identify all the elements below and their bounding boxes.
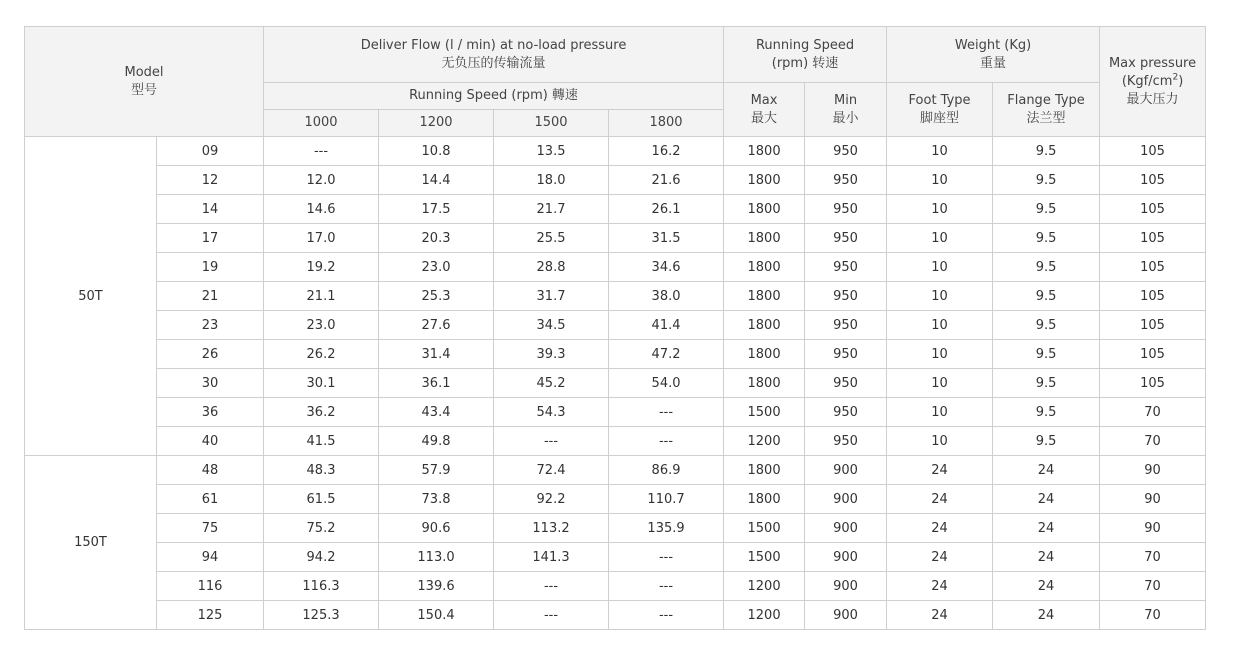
table-cell: 24 [887, 514, 993, 543]
table-cell: 28.8 [494, 253, 609, 282]
table-cell: 1800 [724, 195, 805, 224]
model-number-cell: 26 [157, 340, 264, 369]
table-cell: 24 [887, 572, 993, 601]
table-cell: 105 [1100, 369, 1206, 398]
table-cell: 116.3 [264, 572, 379, 601]
table-cell: 105 [1100, 340, 1206, 369]
table-row [25, 224, 1206, 253]
table-cell: 30.1 [264, 369, 379, 398]
table-cell: 10 [887, 369, 993, 398]
table-cell: 17.0 [264, 224, 379, 253]
model-number-cell: 75 [157, 514, 264, 543]
table-cell: 21.7 [494, 195, 609, 224]
table-cell: 24 [887, 456, 993, 485]
table-cell: 1500 [724, 514, 805, 543]
table-cell: 70 [1100, 601, 1206, 630]
model-number-cell: 12 [157, 166, 264, 195]
model-header-cn: 型号 [131, 82, 158, 98]
model-number-cell: 48 [157, 456, 264, 485]
table-cell: 9.5 [993, 369, 1100, 398]
table-cell: 141.3 [494, 543, 609, 572]
table-cell: 9.5 [993, 137, 1100, 166]
table-cell: 9.5 [993, 398, 1100, 427]
table-cell: 31.7 [494, 282, 609, 311]
table-row [25, 427, 1206, 456]
table-cell: 10 [887, 311, 993, 340]
table-cell: 125.3 [264, 601, 379, 630]
table-cell: 900 [805, 601, 887, 630]
table-cell: 14.6 [264, 195, 379, 224]
table-cell: 92.2 [494, 485, 609, 514]
model-number-cell: 116 [157, 572, 264, 601]
weight-header-en: Weight (Kg) [954, 37, 1032, 53]
table-cell: 105 [1100, 137, 1206, 166]
table-cell: 24 [993, 601, 1100, 630]
model-header [25, 27, 264, 137]
table-cell: 57.9 [379, 456, 494, 485]
table-cell: 900 [805, 485, 887, 514]
table-row [25, 572, 1206, 601]
model-number-cell: 36 [157, 398, 264, 427]
table-cell: 10 [887, 398, 993, 427]
table-row [25, 543, 1206, 572]
table-cell: --- [494, 572, 609, 601]
table-cell: 21.1 [264, 282, 379, 311]
table-cell: 24 [887, 485, 993, 514]
table-cell: 48.3 [264, 456, 379, 485]
table-cell: 950 [805, 253, 887, 282]
table-cell: 20.3 [379, 224, 494, 253]
table-cell: 1800 [724, 137, 805, 166]
speed-col-1500: 1500 [494, 110, 609, 137]
table-cell: 900 [805, 456, 887, 485]
table-cell: --- [494, 427, 609, 456]
table-cell: 14.4 [379, 166, 494, 195]
model-number-cell: 19 [157, 253, 264, 282]
table-cell: 900 [805, 514, 887, 543]
table-cell: 110.7 [609, 485, 724, 514]
table-row [25, 601, 1206, 630]
table-cell: 90 [1100, 485, 1206, 514]
table-cell: 24 [993, 456, 1100, 485]
table-body [25, 137, 1206, 630]
table-cell: --- [609, 398, 724, 427]
max-pressure-header-en: Max pressure [1108, 55, 1197, 71]
table-cell: 9.5 [993, 340, 1100, 369]
table-cell: 39.3 [494, 340, 609, 369]
model-number-cell: 09 [157, 137, 264, 166]
foot-type-header: Foot Type 脚座型 [887, 83, 993, 137]
table-cell: 1800 [724, 224, 805, 253]
model-number-cell: 61 [157, 485, 264, 514]
table-cell: 1800 [724, 253, 805, 282]
table-cell: 90 [1100, 456, 1206, 485]
flow-header [264, 27, 724, 83]
table-cell: --- [494, 601, 609, 630]
spec-table-wrapper [24, 26, 1205, 630]
model-number-cell: 125 [157, 601, 264, 630]
table-cell: 1200 [724, 601, 805, 630]
table-cell: 950 [805, 369, 887, 398]
weight-header-cn: 重量 [980, 55, 1007, 71]
table-cell: 9.5 [993, 166, 1100, 195]
table-cell: 105 [1100, 166, 1206, 195]
running-speed-header [724, 27, 887, 83]
table-cell: 61.5 [264, 485, 379, 514]
table-row [25, 282, 1206, 311]
table-cell: 45.2 [494, 369, 609, 398]
table-cell: 36.1 [379, 369, 494, 398]
table-row [25, 253, 1206, 282]
table-cell: 10 [887, 253, 993, 282]
table-cell: 105 [1100, 195, 1206, 224]
table-cell: 10 [887, 340, 993, 369]
table-cell: 17.5 [379, 195, 494, 224]
model-number-cell: 17 [157, 224, 264, 253]
table-cell: 9.5 [993, 427, 1100, 456]
min-speed-header: Min 最小 [805, 83, 887, 137]
table-cell: 25.5 [494, 224, 609, 253]
flange-type-header: Flange Type 法兰型 [993, 83, 1100, 137]
table-cell: 49.8 [379, 427, 494, 456]
table-cell: 10 [887, 427, 993, 456]
table-cell: 113.0 [379, 543, 494, 572]
flow-header-en: Deliver Flow (l / min) at no-load pressure [360, 37, 627, 53]
table-cell: 36.2 [264, 398, 379, 427]
model-number-cell: 14 [157, 195, 264, 224]
table-row [25, 456, 1206, 485]
speed-col-1800: 1800 [609, 110, 724, 137]
max-speed-header: Max 最大 [724, 83, 805, 137]
table-cell: 24 [887, 601, 993, 630]
table-cell: 90.6 [379, 514, 494, 543]
table-row [25, 166, 1206, 195]
table-row [25, 485, 1206, 514]
table-cell: 70 [1100, 572, 1206, 601]
table-cell: 1800 [724, 369, 805, 398]
model-group-cell: 50T [25, 137, 157, 456]
table-cell: 1200 [724, 572, 805, 601]
table-cell: 54.0 [609, 369, 724, 398]
table-cell: --- [609, 427, 724, 456]
table-cell: 105 [1100, 253, 1206, 282]
flow-header-cn: 无负压的传输流量 [441, 55, 546, 71]
table-cell: 41.4 [609, 311, 724, 340]
model-number-cell: 30 [157, 369, 264, 398]
table-cell: 950 [805, 224, 887, 253]
table-cell: 1500 [724, 543, 805, 572]
table-cell: 86.9 [609, 456, 724, 485]
table-cell: 70 [1100, 543, 1206, 572]
table-cell: 34.6 [609, 253, 724, 282]
table-cell: 113.2 [494, 514, 609, 543]
model-header-en: Model [124, 64, 164, 80]
table-cell: 23.0 [264, 311, 379, 340]
table-row [25, 311, 1206, 340]
running-speed-header-en: Running Speed [755, 37, 855, 53]
table-cell: 24 [993, 572, 1100, 601]
table-cell: 38.0 [609, 282, 724, 311]
table-cell: 10 [887, 224, 993, 253]
table-row [25, 195, 1206, 224]
table-cell: 90 [1100, 514, 1206, 543]
table-cell: 47.2 [609, 340, 724, 369]
weight-header [887, 27, 1100, 83]
table-cell: 9.5 [993, 224, 1100, 253]
table-cell: 10.8 [379, 137, 494, 166]
table-cell: 1200 [724, 427, 805, 456]
table-cell: --- [609, 572, 724, 601]
table-cell: 24 [993, 514, 1100, 543]
table-row [25, 369, 1206, 398]
model-number-cell: 40 [157, 427, 264, 456]
table-cell: 27.6 [379, 311, 494, 340]
table-cell: 94.2 [264, 543, 379, 572]
table-cell: --- [609, 601, 724, 630]
table-cell: 1800 [724, 456, 805, 485]
table-cell: 73.8 [379, 485, 494, 514]
table-cell: 10 [887, 137, 993, 166]
table-row [25, 340, 1206, 369]
table-cell: 950 [805, 398, 887, 427]
table-cell: 24 [993, 485, 1100, 514]
table-cell: 70 [1100, 398, 1206, 427]
model-number-cell: 21 [157, 282, 264, 311]
table-cell: 25.3 [379, 282, 494, 311]
table-cell: --- [264, 137, 379, 166]
table-cell: 1800 [724, 311, 805, 340]
pump-spec-table [24, 26, 1206, 630]
table-cell: 31.4 [379, 340, 494, 369]
table-cell: 900 [805, 543, 887, 572]
table-cell: 23.0 [379, 253, 494, 282]
max-pressure-header-cn: 最大压力 [1126, 91, 1179, 107]
running-speed-header-unit: (rpm) 转速 [771, 55, 839, 71]
table-cell: 10 [887, 195, 993, 224]
model-number-cell: 94 [157, 543, 264, 572]
table-cell: 54.3 [494, 398, 609, 427]
table-cell: 70 [1100, 427, 1206, 456]
table-cell: 950 [805, 137, 887, 166]
table-cell: 26.1 [609, 195, 724, 224]
table-cell: 9.5 [993, 253, 1100, 282]
flow-running-speed-subheader: Running Speed (rpm) 轉速 [264, 83, 724, 110]
table-cell: 24 [887, 543, 993, 572]
table-cell: 950 [805, 340, 887, 369]
max-pressure-header-unit: $(Kgf/cm^2)$ [1121, 72, 1184, 89]
table-cell: 950 [805, 195, 887, 224]
table-cell: 16.2 [609, 137, 724, 166]
table-row [25, 137, 1206, 166]
table-cell: 75.2 [264, 514, 379, 543]
table-cell: 150.4 [379, 601, 494, 630]
table-cell: 950 [805, 166, 887, 195]
table-cell: 26.2 [264, 340, 379, 369]
table-cell: 72.4 [494, 456, 609, 485]
table-cell: 34.5 [494, 311, 609, 340]
table-cell: 105 [1100, 282, 1206, 311]
table-cell: 105 [1100, 311, 1206, 340]
table-cell: 1800 [724, 340, 805, 369]
table-cell: --- [609, 543, 724, 572]
table-cell: 139.6 [379, 572, 494, 601]
table-cell: 10 [887, 282, 993, 311]
table-cell: 105 [1100, 224, 1206, 253]
table-cell: 9.5 [993, 282, 1100, 311]
table-cell: 31.5 [609, 224, 724, 253]
model-group-cell: 150T [25, 456, 157, 630]
table-cell: 900 [805, 572, 887, 601]
table-cell: 135.9 [609, 514, 724, 543]
table-cell: 41.5 [264, 427, 379, 456]
table-cell: 19.2 [264, 253, 379, 282]
table-cell: 10 [887, 166, 993, 195]
speed-col-1200: 1200 [379, 110, 494, 137]
speed-col-1000: 1000 [264, 110, 379, 137]
table-cell: 9.5 [993, 195, 1100, 224]
table-row [25, 398, 1206, 427]
table-cell: 13.5 [494, 137, 609, 166]
table-cell: 12.0 [264, 166, 379, 195]
table-row [25, 514, 1206, 543]
table-cell: 43.4 [379, 398, 494, 427]
table-cell: 1800 [724, 166, 805, 195]
table-cell: 21.6 [609, 166, 724, 195]
table-cell: 18.0 [494, 166, 609, 195]
table-cell: 950 [805, 311, 887, 340]
table-cell: 950 [805, 427, 887, 456]
max-pressure-header [1100, 27, 1206, 137]
table-cell: 1800 [724, 282, 805, 311]
table-cell: 1800 [724, 485, 805, 514]
table-cell: 9.5 [993, 311, 1100, 340]
table-cell: 24 [993, 543, 1100, 572]
table-cell: 950 [805, 282, 887, 311]
table-cell: 1500 [724, 398, 805, 427]
model-number-cell: 23 [157, 311, 264, 340]
